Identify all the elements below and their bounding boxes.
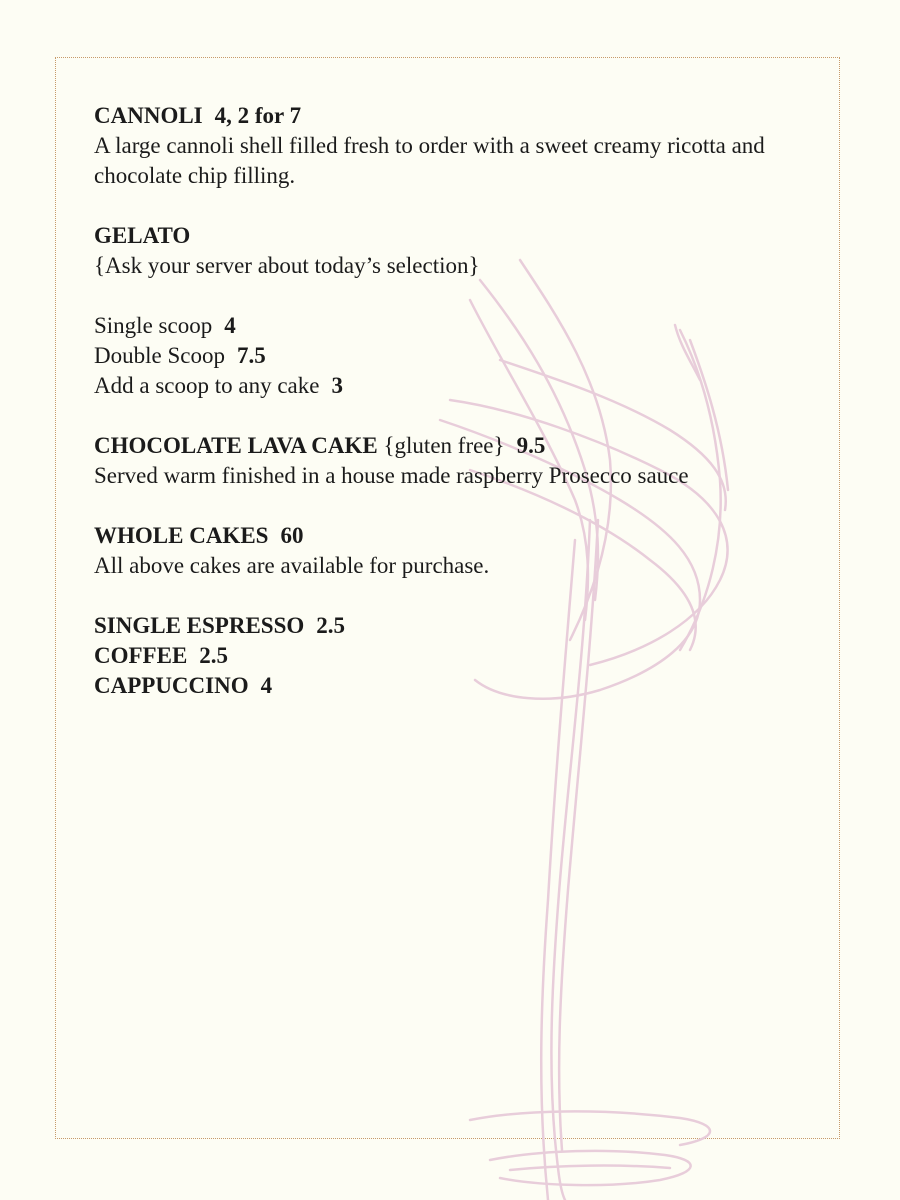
menu-item-lava-cake <box>94 431 814 491</box>
item-description: Served warm finished in a house made raspberry Prosecco sauce <box>94 463 689 488</box>
drinks-list <box>94 611 814 701</box>
drink-item: CAPPUCCINO 4 <box>94 673 273 698</box>
menu-item-cannoli <box>94 101 814 191</box>
gelato-option: Add a scoop to any cake 3 <box>94 373 343 398</box>
drink-item: SINGLE ESPRESSO 2.5 <box>94 613 346 638</box>
item-price: 4, 2 for 7 <box>214 103 302 128</box>
item-name: GELATO <box>94 223 191 248</box>
menu-item-whole-cakes <box>94 521 814 581</box>
item-name: CANNOLI <box>94 103 203 128</box>
menu-content <box>94 101 814 701</box>
item-price: 60 <box>280 523 304 548</box>
item-note: {Ask your server about today’s selection} <box>94 253 480 278</box>
drink-item: COFFEE 2.5 <box>94 643 229 668</box>
item-price: 9.5 <box>516 433 546 458</box>
item-name: CHOCOLATE LAVA CAKE <box>94 433 378 458</box>
menu-item-gelato <box>94 221 814 401</box>
gelato-option: Double Scoop 7.5 <box>94 343 266 368</box>
item-name: WHOLE CAKES <box>94 523 269 548</box>
item-description: All above cakes are available for purchase. <box>94 553 490 578</box>
gelato-option: Single scoop 4 <box>94 313 236 338</box>
item-description: A large cannoli shell filled fresh to order with a sweet creamy ricotta and chocolate chip filling. <box>94 133 765 188</box>
item-tag: {gluten free} <box>383 433 505 458</box>
